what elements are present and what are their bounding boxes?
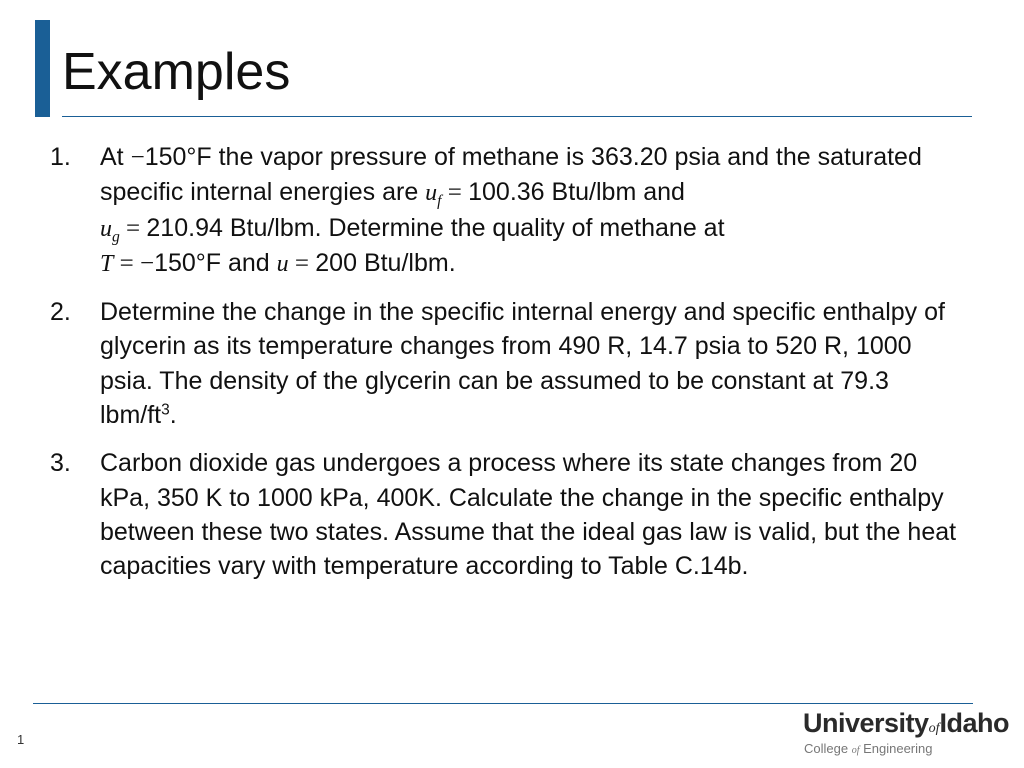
item-text: Determine the change in the specific internal energy and specific enthalpy of glycerin as its temperature changes from 490 R, 14.7 psia to 520 R, 1000 psia. The density of the glycerin can be assumed to be constant at 79.3 lbm/$ft^3$.: [100, 298, 945, 430]
logo-college-name: College of Engineering: [804, 741, 933, 756]
university-logo: [803, 708, 1013, 762]
item-number: 1.: [50, 143, 71, 171]
example-item-2: [50, 295, 970, 432]
item-number: 2.: [50, 298, 71, 327]
variable-ug: $u_g$: [100, 215, 120, 246]
title-accent-bar: [35, 20, 50, 117]
title-divider: [62, 116, 972, 117]
variable-u: u: [276, 250, 289, 277]
footer-divider: [33, 703, 973, 704]
item-text: At −150°F the vapor pressure of methane is 363.20 psia and the saturated specific internal energies are $u_f = 100.36$ Btu/lbm and $u_g = 210.94$ Btu/lbm. Determine the quality of methane at T = −150°F and u = 200 Btu/lbm.: [100, 143, 922, 277]
page-number: 1: [17, 732, 25, 747]
item-text: Carbon dioxide gas undergoes a process where its state changes from 20 kPa, 350 K to 1000 kPa, 400K. Calculate the change in the specific enthalpy between these two states. Assume that the ideal gas law is valid, but the heat capacities vary with temperature according to Table C.14b.: [100, 449, 957, 581]
examples-list: [50, 140, 970, 598]
example-item-3: [50, 446, 970, 583]
example-item-1: [50, 140, 970, 281]
item-number: 3.: [50, 449, 71, 478]
logo-wordmark: UniversityofIdaho: [803, 708, 1009, 738]
variable-T: T: [100, 250, 114, 277]
variable-uf: $u_f$: [425, 180, 442, 210]
slide-title: Examples: [62, 43, 291, 101]
